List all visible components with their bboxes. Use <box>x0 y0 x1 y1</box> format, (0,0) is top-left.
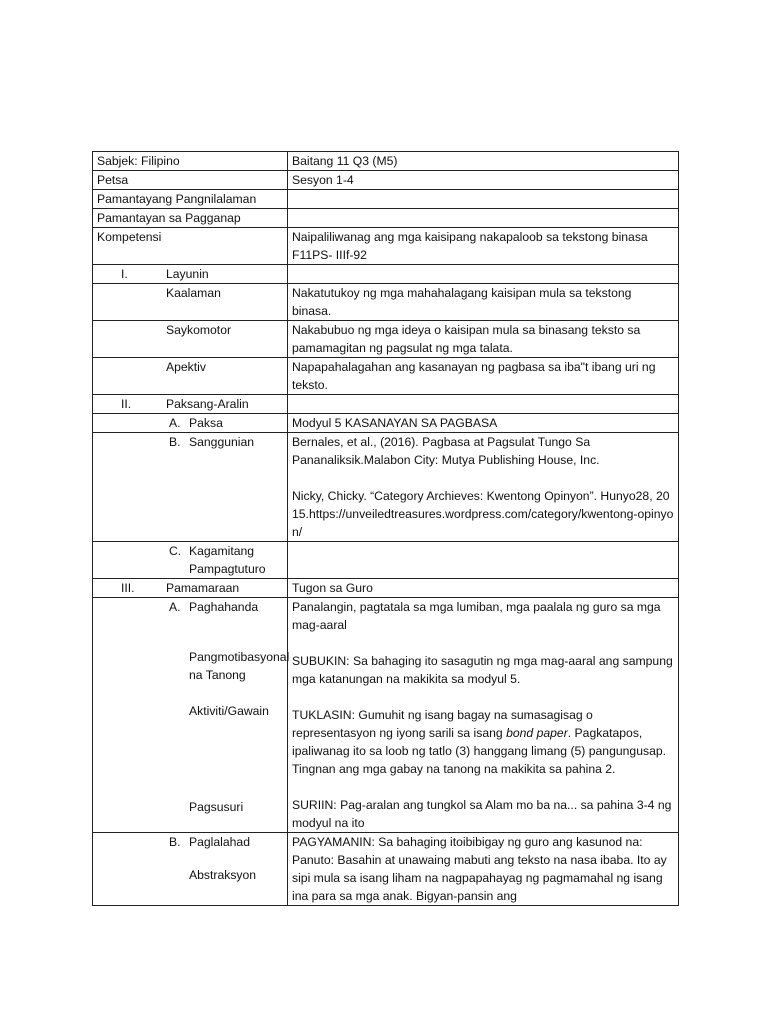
table-row <box>93 833 679 906</box>
sabjek-value: Baitang 11 Q3 (M5) <box>288 152 679 171</box>
table-row <box>93 433 679 542</box>
item-letter: C. <box>169 544 182 558</box>
table-row <box>93 395 679 414</box>
table-row <box>93 542 679 579</box>
section-number: III. <box>121 581 135 595</box>
pamantayan-sa-pagganap-label: Pamantayan sa Pagganap <box>93 209 288 228</box>
paksa-value: Modyul 5 KASANAYAN SA PAGBASA <box>288 414 679 433</box>
table-row <box>93 228 679 265</box>
subukin-text: SUBUKIN: Sa bahaging ito sasagutin ng mga mag-aaral ang sampung mga katanungan na makikita sa modyul 5. <box>292 654 673 686</box>
petsa-value: Sesyon 1-4 <box>288 171 679 190</box>
table-row <box>93 321 679 358</box>
table-row <box>93 414 679 433</box>
item-letter: B. <box>169 435 181 449</box>
table-row <box>93 209 679 228</box>
section-number: II. <box>121 397 132 411</box>
pamamaraan-value: Tugon sa Guro <box>288 579 679 598</box>
pagsusuri-label: Pagsusuri <box>189 800 244 814</box>
table-row <box>93 598 679 833</box>
aktiviti-label: Aktiviti/Gawain <box>189 704 269 718</box>
paksang-aralin-label: Paksang-Aralin <box>166 397 249 411</box>
pamantayang-pangnilalaman-value <box>288 190 679 209</box>
section-number: I. <box>121 267 128 281</box>
pamantayang-pangnilalaman-label: Pamantayang Pangnilalaman <box>93 190 288 209</box>
sabjek-label: Sabjek: Filipino <box>93 152 288 171</box>
suriin-text: SURIIN: Pag-aralan ang tungkol sa Alam mo ba na... sa pahina 3-4 ng modyul na ito <box>292 798 672 830</box>
saykomotor-label: Saykomotor <box>166 323 232 337</box>
item-letter: A. <box>169 600 181 614</box>
kompetensi-value: Naipaliliwanag ang mga kaisipang nakapaloob sa tekstong binasa F11PS- IIIf-92 <box>288 228 679 265</box>
table-row <box>93 190 679 209</box>
kaalaman-label: Kaalaman <box>166 286 221 300</box>
petsa-label: Petsa <box>93 171 288 190</box>
pamantayan-sa-pagganap-value <box>288 209 679 228</box>
kagamitan-label: Kagamitang Pampagtuturo <box>189 544 266 576</box>
sanggunian-label: Sanggunian <box>189 435 255 449</box>
tuklasin-text: TUKLASIN: Gumuhit ng isang bagay na sumasagisag o representasyon ng iyong sarili sa isang bond paper. Pagkatapos, ipaliwanag ito sa loob ng tatlo (3) hanggang limang (5) pangungusap. Tingnan ang mga gabay na tanong na makikita sa pahina 2. <box>292 708 667 776</box>
table-row <box>93 358 679 395</box>
pagyamanin-text: PAGYAMANIN: Sa bahaging itoibibigay ng guro ang kasunod na: <box>292 835 643 849</box>
paghahanda-text-1: Panalangin, pagtatala sa mga lumiban, mga paalala ng guro sa mga mag-aaral <box>292 600 661 632</box>
kaalaman-value: Nakatutukoy ng mga mahahalagang kaisipan mula sa tekstong binasa. <box>288 284 679 321</box>
apektiv-value: Napapahalagahan ang kasanayan ng pagbasa sa iba"t ibang uri ng teksto. <box>288 358 679 395</box>
table-row <box>93 265 679 284</box>
table-row <box>93 171 679 190</box>
pamamaraan-label: Pamamaraan <box>166 581 240 595</box>
item-letter: A. <box>169 416 181 430</box>
paglalahad-label: Paglalahad <box>189 835 250 849</box>
paghahanda-label: Paghahanda <box>189 600 259 614</box>
table-row <box>93 284 679 321</box>
table-row <box>93 579 679 598</box>
reference-1: Bernales, et al., (2016). Pagbasa at Pagsulat Tungo Sa Pananaliksik.Malabon City: Mutya Publishing House, Inc. <box>292 435 600 467</box>
pangmotibasyonal-label: Pangmotibasyonal na Tanong <box>189 650 290 682</box>
layunin-label: Layunin <box>166 267 209 281</box>
saykomotor-value: Nakabubuo ng mga ideya o kaisipan mula sa binasang teksto sa pamamagitan ng pagsulat ng mga talata. <box>288 321 679 358</box>
reference-2: Nicky, Chicky. “Category Archieves: Kwentong Opinyon”. Hunyo28, 2015.https://unveiledtreasures.wordpress.com/category/kwentong-opinyon/ <box>292 489 674 539</box>
kompetensi-label: Kompetensi <box>93 228 288 265</box>
abstraksyon-label: Abstraksyon <box>189 868 257 882</box>
paksa-label: Paksa <box>189 416 223 430</box>
table-row <box>93 152 679 171</box>
lesson-plan-table <box>92 151 679 906</box>
apektiv-label: Apektiv <box>166 360 206 374</box>
item-letter: B. <box>169 835 181 849</box>
panuto-text: Panuto: Basahin at unawaing mabuti ang teksto na nasa ibaba. Ito ay sipi mula sa isang liham na nagpapahayag ng pagmamahal ng isang ina para sa mga anak. Bigyan-pansin ang <box>292 853 667 903</box>
kagamitan-value <box>288 542 679 579</box>
